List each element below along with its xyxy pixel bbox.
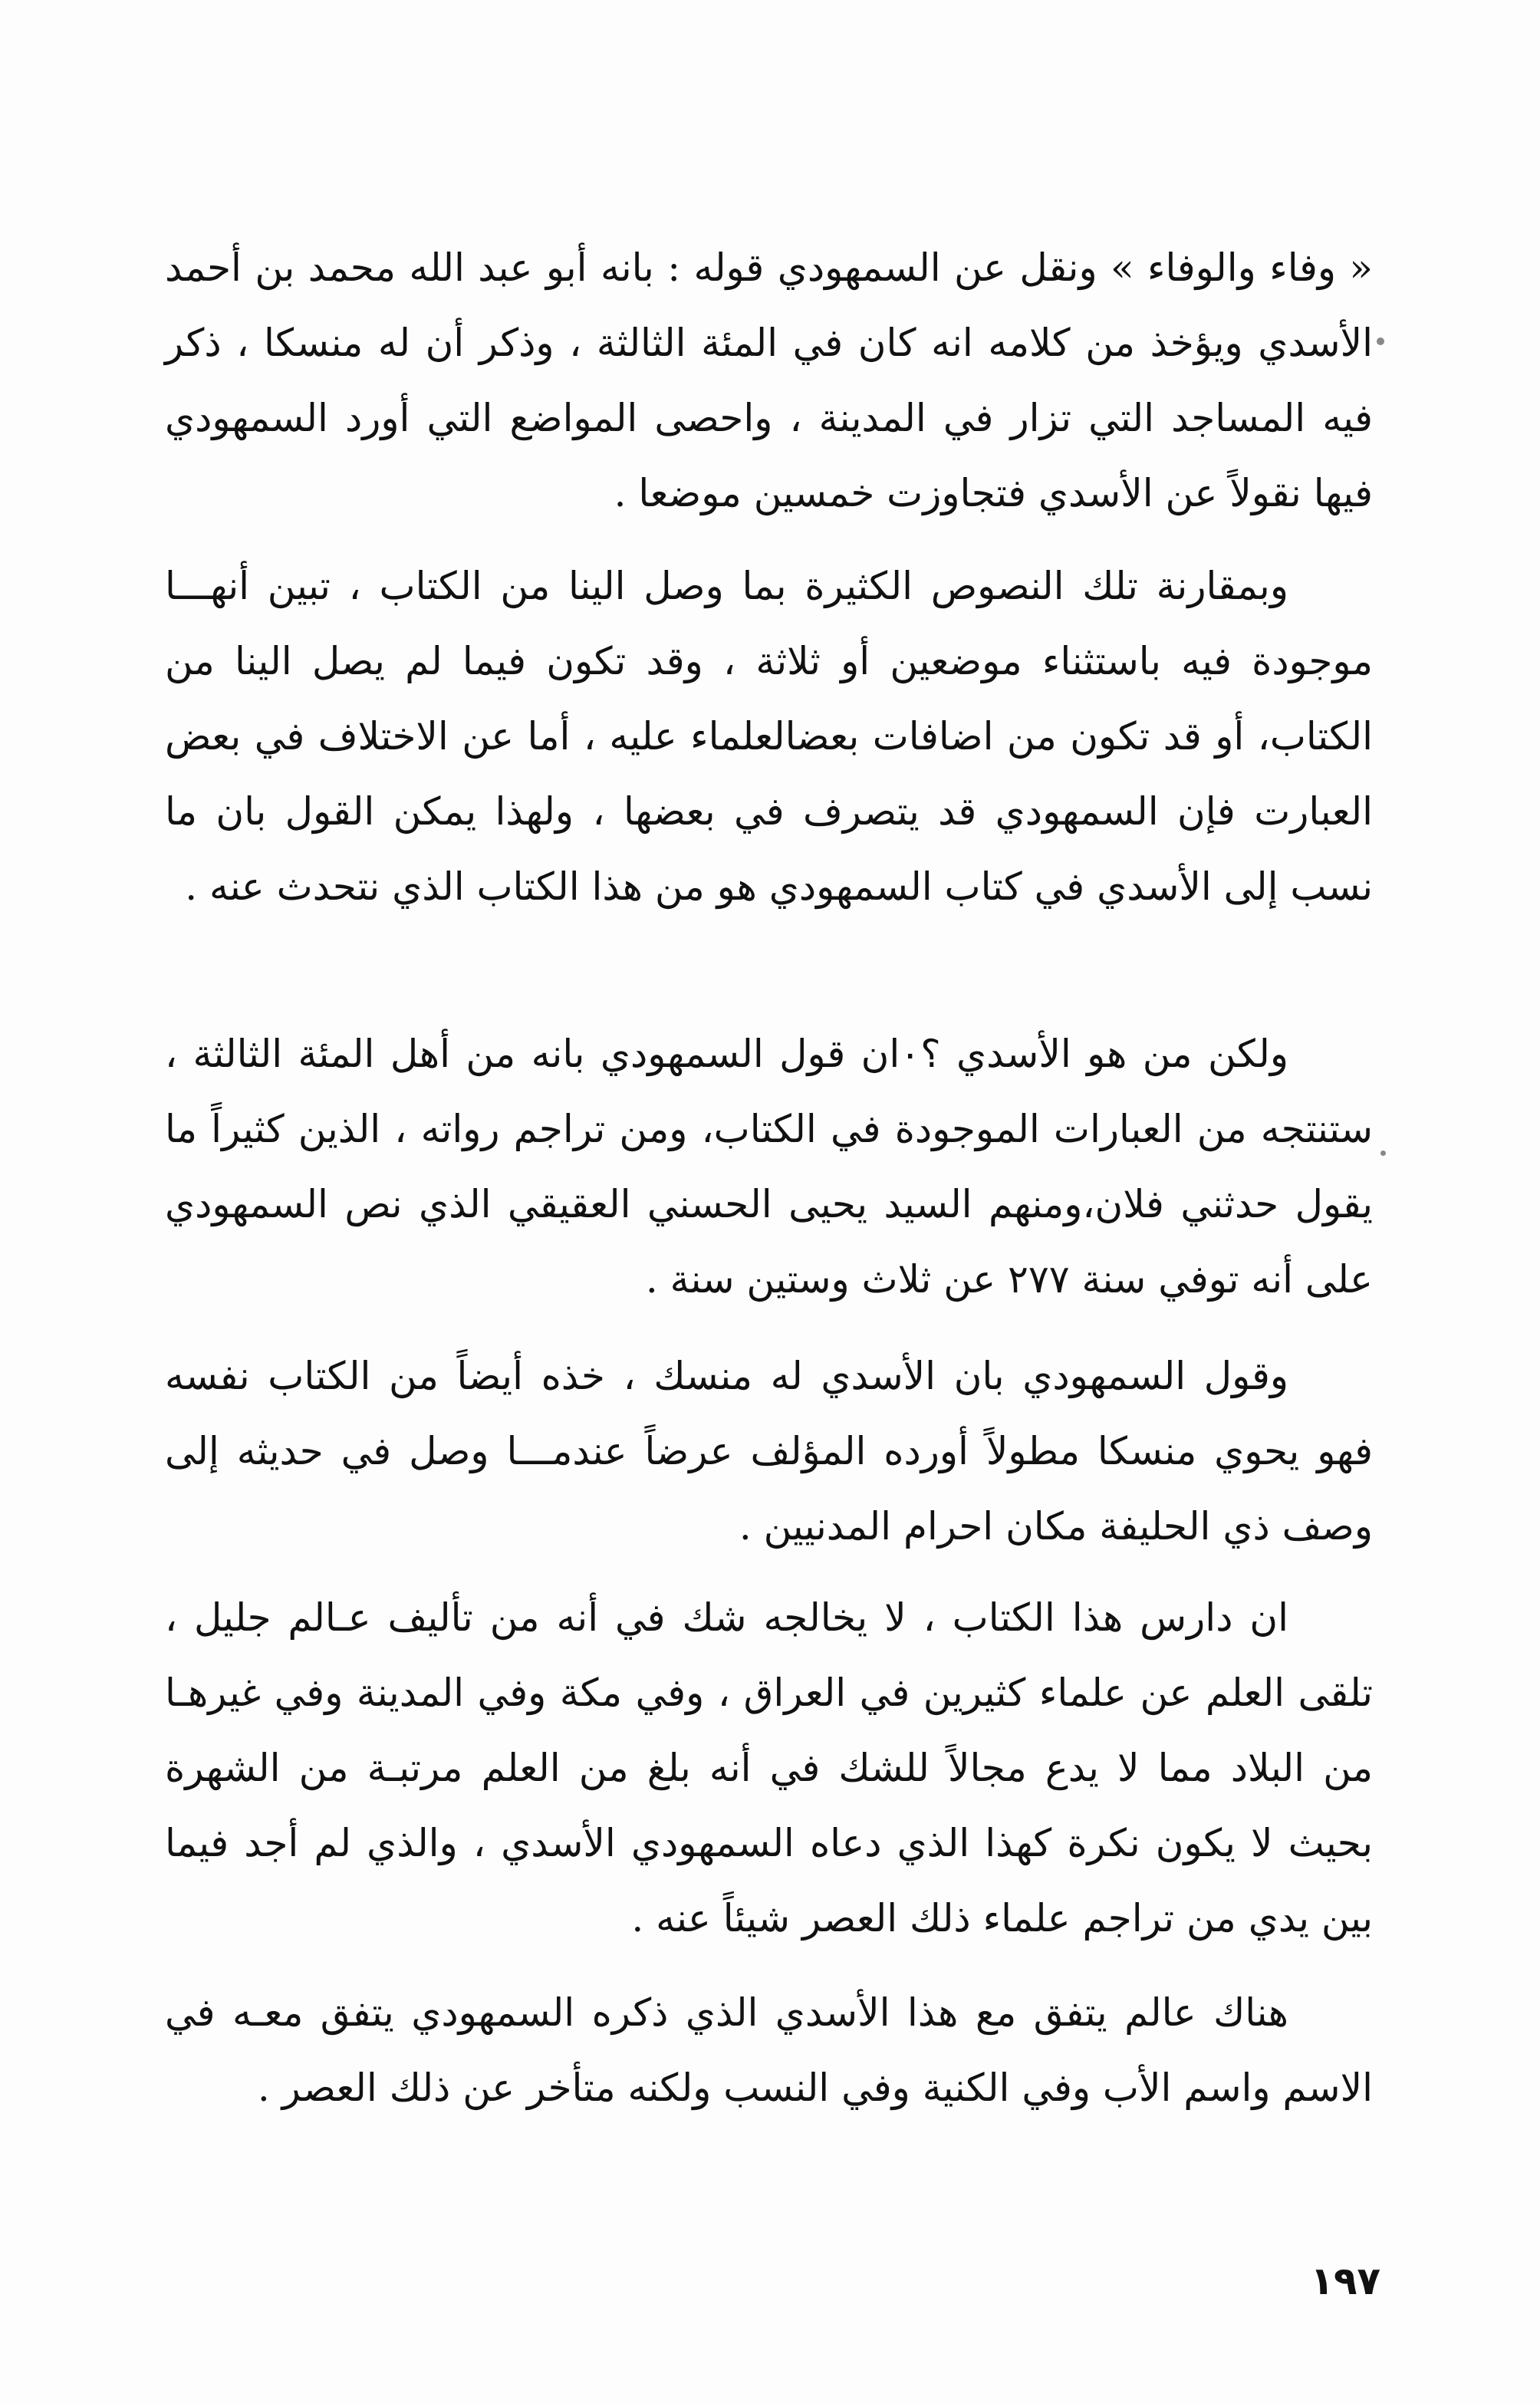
paragraph-5-text: ان دارس هذا الكتاب ، لا يخالجه شك في أنه من تأليف عـالم جليل ، تلقى العلم عن علماء كثيرين في العراق ، وفي مكة وفي المدينة وفي غيرهـا من البلاد مما لا يدع مجالاً للشك في أنه بلغ من العلم مرتبـة من الشهرة بحيث لا يكون نكرة كهذا الذي دعاه السمهودي الأسدي ، والذي لم أجد فيما بين يدي من تراجم علماء ذلك العصر شيئاً عنه . (165, 1595, 1373, 1941)
paragraph-3 (165, 1016, 1373, 1317)
paragraph-4-text: وقول السمهودي بان الأسدي له منسك ، خذه أيضاً من الكتاب نفسه فهو يحوي منسكا مطولاً أورده المؤلف عرضاً عندمـــا وصل في حديثه إلى وصف ذي الحليفة مكان احرام المدنيين . (165, 1354, 1373, 1549)
paragraph-1 (165, 230, 1373, 531)
paragraph-3-text: ولكن من هو الأسدي ؟٠ان قول السمهودي بانه من أهل المئة الثالثة ، ستنتجه من العبارات الموجودة في الكتاب، ومن تراجم رواته ، الذين كثيراً ما يقول حدثني فلان،ومنهم السيد يحيى الحسني العقيقي الذي نص السمهودي على أنه توفي سنة ٢٧٧ عن ثلاث وستين سنة . (165, 1032, 1373, 1302)
paragraph-2-text: وبمقارنة تلك النصوص الكثيرة بما وصل الينا من الكتاب ، تبين أنهـــا موجودة فيه باستثناء موضعين أو ثلاثة ، وقد تكون فيما لم يصل الينا من الكتاب، أو قد تكون من اضافات بعضالعلماء عليه ، أما عن الاختلاف في بعض العبارت فإن السمهودي قد يتصرف في بعضها ، ولهذا يمكن القول بان ما نسب إلى الأسدي في كتاب السمهودي هو من هذا الكتاب الذي نتحدث عنه . (165, 564, 1373, 909)
scan-speck (1380, 1150, 1386, 1156)
paragraph-2 (165, 548, 1373, 924)
paragraph-6-text: هناك عالم يتفق مع هذا الأسدي الذي ذكره السمهودي يتفق معـه في الاسم واسم الأب وفي الكنية وفي النسب ولكنه متأخر عن ذلك العصر . (165, 1990, 1373, 2110)
paragraph-1-text: « وفاء والوفاء » ونقل عن السمهودي قوله : بانه أبو عبد الله محمد بن أحمد الأسدي ويؤخذ من كلامه انه كان في المئة الثالثة ، وذكر أن له منسكا ، ذكر فيه المساجد التي تزار في المدينة ، واحصى المواضع التي أورد السمهودي فيها نقولاً عن الأسدي فتجاوزت خمسين موضعا . (165, 245, 1373, 515)
scan-speck (1377, 337, 1384, 345)
paragraph-5 (165, 1580, 1373, 1956)
page-number: ١٩٧ (1310, 2259, 1380, 2303)
paragraph-6 (165, 1975, 1373, 2125)
paragraph-4 (165, 1338, 1373, 1564)
